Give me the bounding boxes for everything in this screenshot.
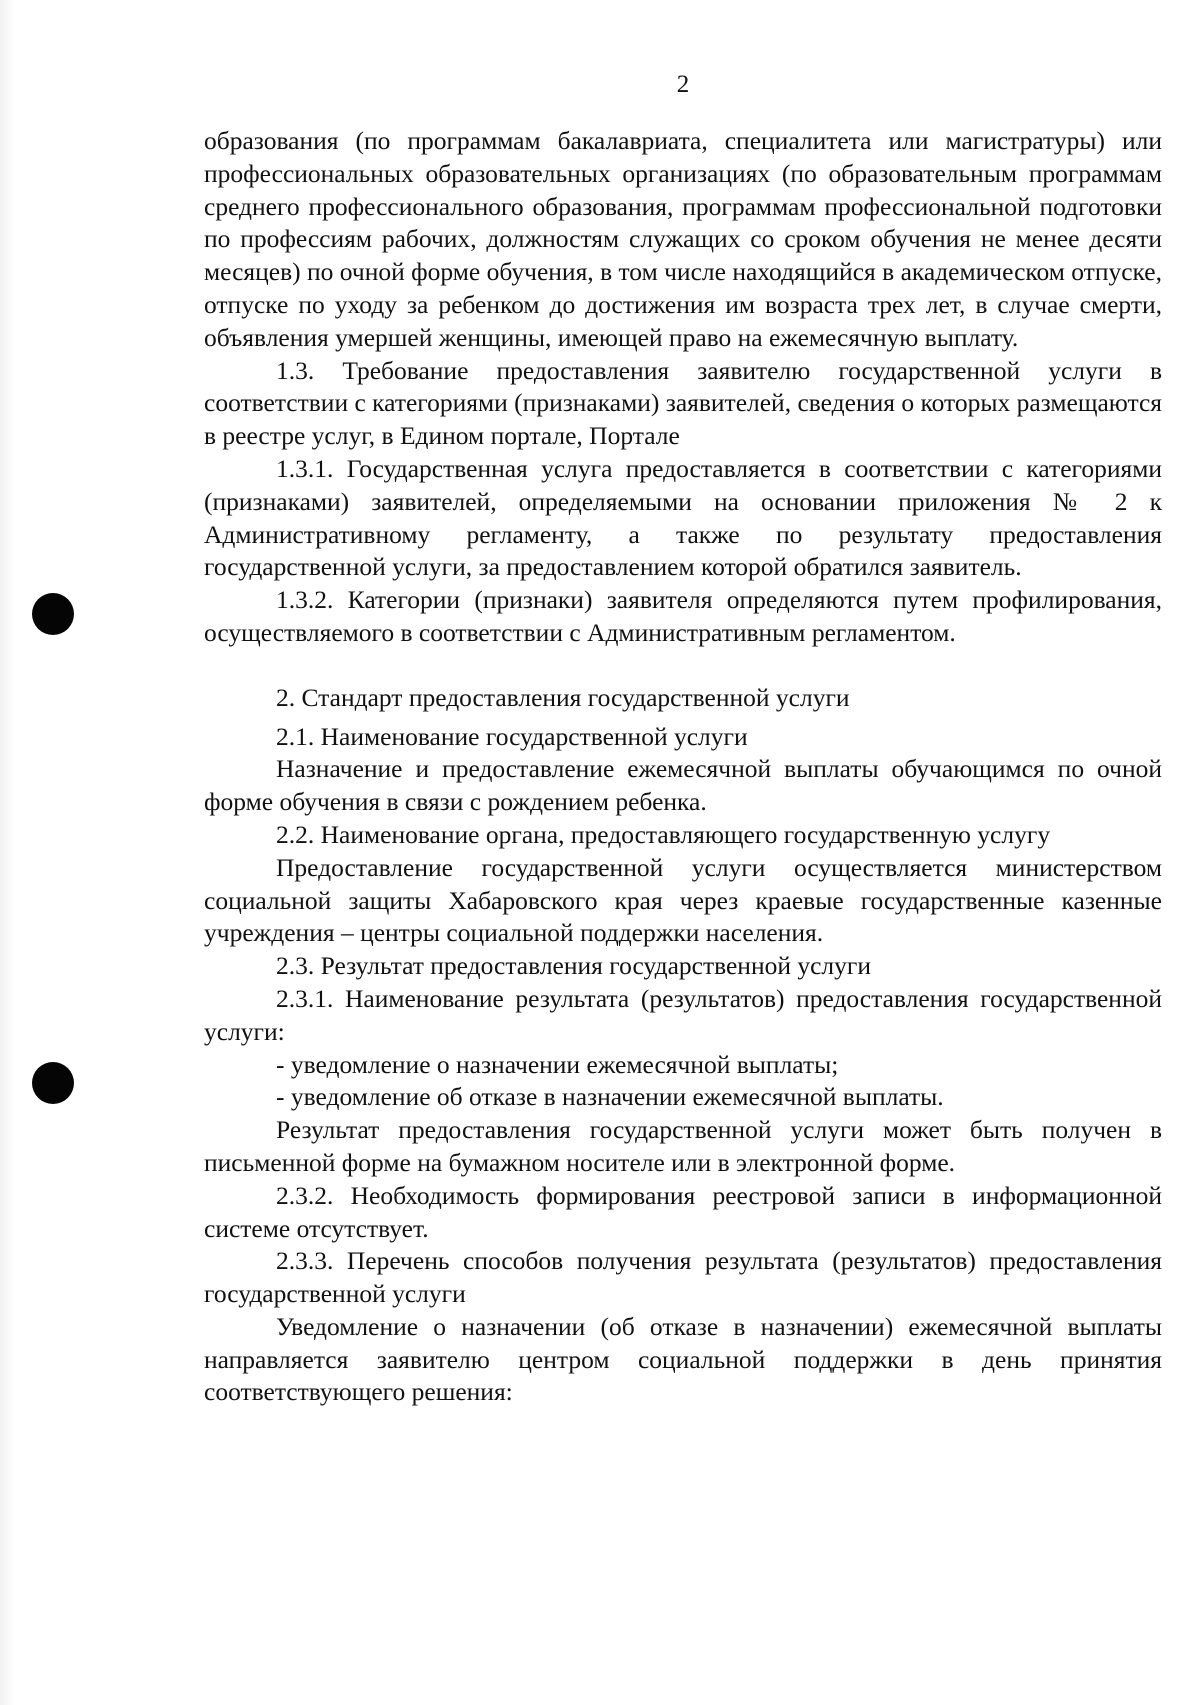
list-item: - уведомление об отказе в назначении ежемесячной выплаты. [276,1082,944,1112]
section-2-3-3: 2.3.3. Перечень способов получения результата (результатов) предоставления государственной услуги [204,1246,1162,1309]
section-2-3-2: 2.3.2. Необходимость формирования реестровой записи в информационной системе отсутствует. [204,1180,1162,1243]
section-1-3-2: 1.3.2. Категории (признаки) заявителя определяются путем профилирования, осуществляемого в соответствии с Административным регламентом. [204,585,1162,647]
section-2-3-1: 2.3.1. Наименование результата (результатов) предоставления государственной услуги: [204,983,1162,1046]
punch-hole-mark [32,1062,74,1104]
page-number: 2 [676,71,690,98]
paragraph-continuation: образования (по программам бакалавриата, специалитета или магистратуры) или профессиональных образовательных организациях (по образовательным программам среднего профессионального образования, программам профессиональной подготовки по профессиям рабочих, должностям служащих со сроком обучения не менее десяти месяцев) по очной форме обучения, в том числе находящийся в академическом отпуске, отпуске по уходу за ребенком до достижения им возраста трех лет, в случае смерти, объявления умершей женщины, имеющей право на ежемесячную выплату. [204,126,1162,352]
result-form-text: Результат предоставления государственной услуги может быть получен в письменной форме на бумажном носителе или в электронной форме. [204,1115,1162,1177]
section-2-2-heading: 2.2. Наименование органа, предоставляющего государственную услугу [276,819,1051,849]
document-body [204,125,1162,1409]
section-2-3-heading: 2.3. Результат предоставления государственной услуги [276,951,872,981]
section-2-1-text: Назначение и предоставление ежемесячной выплаты обучающимся по очной форме обучения в связи с рождением ребенка. [204,754,1162,817]
section-2-2-text: Предоставление государственной услуги осуществляется министерством социальной защиты Хабаровского края через краевые государственные казенные учреждения – центры социальной поддержки населения. [204,852,1162,948]
punch-hole-mark [32,593,74,635]
scan-edge-shadow [0,0,14,1705]
section-2-1-heading: 2.1. Наименование государственной услуги [276,721,748,751]
section-1-3: 1.3. Требование предоставления заявителю государственной услуги в соответствии с категориями (признаками) заявителей, сведения о которых размещаются в реестре услуг, в Едином портале, Портале [204,355,1162,451]
spacer [204,650,1162,682]
list-item: - уведомление о назначении ежемесячной выплаты; [276,1049,839,1079]
section-1-3-1: 1.3.1. Государственная услуга предоставляется в соответствии с категориями (признаками) заявителей, определяемыми на основании приложения № 2 к Административному регламенту, а также по результату предоставления государственной услуги, за предоставлением которой обратился заявитель. [204,453,1162,582]
notification-text: Уведомление о назначении (об отказе в назначении) ежемесячной выплаты направляется заявителю центром социальной поддержки в день принятия соответствующего решения: [204,1311,1162,1407]
section-2-heading: 2. Стандарт предоставления государственной услуги [276,682,850,712]
